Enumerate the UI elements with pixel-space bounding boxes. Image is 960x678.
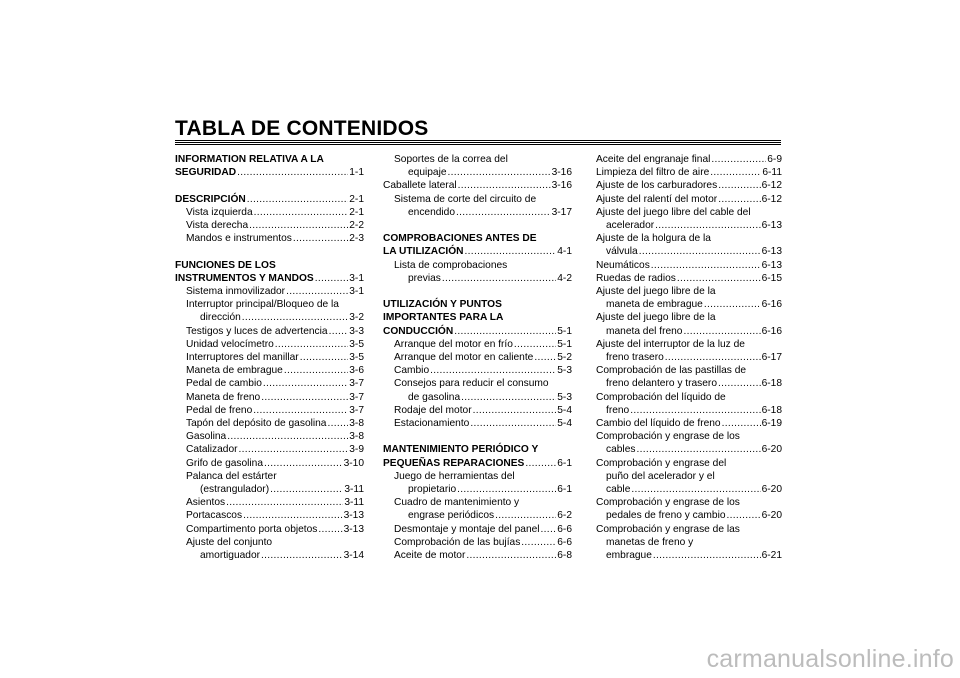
toc-section[interactable]: DESCRIPCIÓN ..... 2-1 <box>175 193 364 206</box>
toc-section[interactable]: FUNCIONES DE LOS INSTRUMENTOS Y MANDOS ..... 3-1 <box>175 259 364 285</box>
toc-column-3 <box>596 153 782 562</box>
toc-entry[interactable]: Ajuste de los carburadores ..... 6-12 <box>596 179 782 192</box>
toc-entry[interactable]: Cuadro de mantenimiento y engrase periódicos ..... 6-2 <box>383 496 572 522</box>
toc-entry[interactable]: Soportes de la correa del equipaje ..... 3-16 <box>383 153 572 179</box>
toc-entry[interactable]: Catalizador ..... 3-9 <box>175 443 364 456</box>
toc-section[interactable]: INFORMATION RELATIVA A LA SEGURIDAD ..... 1-1 <box>175 153 364 179</box>
title-rule <box>175 140 781 146</box>
toc-entry[interactable]: Pedal de cambio ..... 3-7 <box>175 377 364 390</box>
toc-entry[interactable]: Grifo de gasolina ..... 3-10 <box>175 457 364 470</box>
toc-entry[interactable]: Limpieza del filtro de aire ..... 6-11 <box>596 166 782 179</box>
toc-entry[interactable]: Ajuste del conjunto amortiguador ..... 3-14 <box>175 536 364 562</box>
toc-entry[interactable]: Sistema inmovilizador ..... 3-1 <box>175 285 364 298</box>
toc-entry[interactable]: Caballete lateral ..... 3-16 <box>383 179 572 192</box>
toc-entry[interactable]: Lista de comprobaciones previas ..... 4-2 <box>383 259 572 285</box>
toc-entry[interactable]: Palanca del estárter (estrangulador) ..... 3-11 <box>175 470 364 496</box>
toc-entry[interactable]: Ajuste del ralentí del motor ..... 6-12 <box>596 193 782 206</box>
toc-entry[interactable]: Gasolina ..... 3-8 <box>175 430 364 443</box>
toc-entry[interactable]: Comprobación de las pastillas de freno delantero y trasero ..... 6-18 <box>596 364 782 390</box>
toc-entry[interactable]: Interruptor principal/Bloqueo de la dirección ..... 3-2 <box>175 298 364 324</box>
toc-entry[interactable]: Cambio del líquido de freno ..... 6-19 <box>596 417 782 430</box>
toc-entry[interactable]: Vista izquierda ..... 2-1 <box>175 206 364 219</box>
toc-entry[interactable]: Aceite de motor ..... 6-8 <box>383 549 572 562</box>
toc-entry[interactable]: Arranque del motor en frío ..... 5-1 <box>383 338 572 351</box>
toc-entry[interactable]: Cambio ..... 5-3 <box>383 364 572 377</box>
toc-entry[interactable]: Ajuste del juego libre de la maneta de embrague ..... 6-16 <box>596 285 782 311</box>
toc-entry[interactable]: Desmontaje y montaje del panel ..... 6-6 <box>383 523 572 536</box>
toc-entry[interactable]: Comprobación y engrase de los cables ..... 6-20 <box>596 430 782 456</box>
toc-entry[interactable]: Ajuste de la holgura de la válvula ..... 6-13 <box>596 232 782 258</box>
toc-entry[interactable]: Comprobación y engrase del puño del acelerador y el cable ..... 6-20 <box>596 457 782 497</box>
toc-entry[interactable]: Comprobación y engrase de las manetas de freno y embrague ..... 6-21 <box>596 523 782 563</box>
toc-entry[interactable]: Ajuste del juego libre de la maneta del freno ..... 6-16 <box>596 311 782 337</box>
toc-entry[interactable]: Ajuste del juego libre del cable del acelerador ..... 6-13 <box>596 206 782 232</box>
toc-entry[interactable]: Ruedas de radios ..... 6-15 <box>596 272 782 285</box>
toc-entry[interactable]: Comprobación y engrase de los pedales de freno y cambio ..... 6-20 <box>596 496 782 522</box>
toc-column-1 <box>175 153 364 562</box>
toc-entry[interactable]: Interruptores del manillar ..... 3-5 <box>175 351 364 364</box>
toc-entry[interactable]: Rodaje del motor ..... 5-4 <box>383 404 572 417</box>
toc-entry[interactable]: Vista derecha ..... 2-2 <box>175 219 364 232</box>
toc-entry[interactable]: Testigos y luces de advertencia ..... 3-3 <box>175 325 364 338</box>
toc-section[interactable]: COMPROBACIONES ANTES DE LA UTILIZACIÓN ..... 4-1 <box>383 232 572 258</box>
toc-entry[interactable]: Aceite del engranaje final ..... 6-9 <box>596 153 782 166</box>
toc-entry[interactable]: Juego de herramientas del propietario ..... 6-1 <box>383 470 572 496</box>
toc-section[interactable]: UTILIZACIÓN Y PUNTOS IMPORTANTES PARA LA CONDUCCIÓN ..... 5-1 <box>383 298 572 338</box>
toc-entry[interactable]: Portacascos ..... 3-13 <box>175 509 364 522</box>
toc-entry[interactable]: Neumáticos ..... 6-13 <box>596 259 782 272</box>
toc-entry[interactable]: Arranque del motor en caliente ..... 5-2 <box>383 351 572 364</box>
toc-entry[interactable]: Ajuste del interruptor de la luz de freno trasero ..... 6-17 <box>596 338 782 364</box>
toc-entry[interactable]: Compartimento porta objetos ..... 3-13 <box>175 523 364 536</box>
toc-entry[interactable]: Tapón del depósito de gasolina ..... 3-8 <box>175 417 364 430</box>
watermark: carmanualsonline.info <box>706 645 954 673</box>
toc-entry[interactable]: Sistema de corte del circuito de encendido ..... 3-17 <box>383 193 572 219</box>
toc-entry[interactable]: Estacionamiento ..... 5-4 <box>383 417 572 430</box>
toc-column-2 <box>383 153 572 562</box>
toc-entry[interactable]: Asientos ..... 3-11 <box>175 496 364 509</box>
toc-section[interactable]: MANTENIMIENTO PERIÓDICO Y PEQUEÑAS REPARACIONES ..... 6-1 <box>383 443 572 469</box>
toc-entry[interactable]: Comprobación de las bujías ..... 6-6 <box>383 536 572 549</box>
page-title: TABLA DE CONTENIDOS <box>175 117 429 140</box>
toc-entry[interactable]: Maneta de freno ..... 3-7 <box>175 391 364 404</box>
toc-entry[interactable]: Unidad velocímetro ..... 3-5 <box>175 338 364 351</box>
toc-entry[interactable]: Pedal de freno ..... 3-7 <box>175 404 364 417</box>
toc-entry[interactable]: Maneta de embrague ..... 3-6 <box>175 364 364 377</box>
toc-entry[interactable]: Comprobación del líquido de freno ..... 6-18 <box>596 391 782 417</box>
toc-entry[interactable]: Mandos e instrumentos ..... 2-3 <box>175 232 364 245</box>
toc-entry[interactable]: Consejos para reducir el consumo de gasolina ..... 5-3 <box>383 377 572 403</box>
